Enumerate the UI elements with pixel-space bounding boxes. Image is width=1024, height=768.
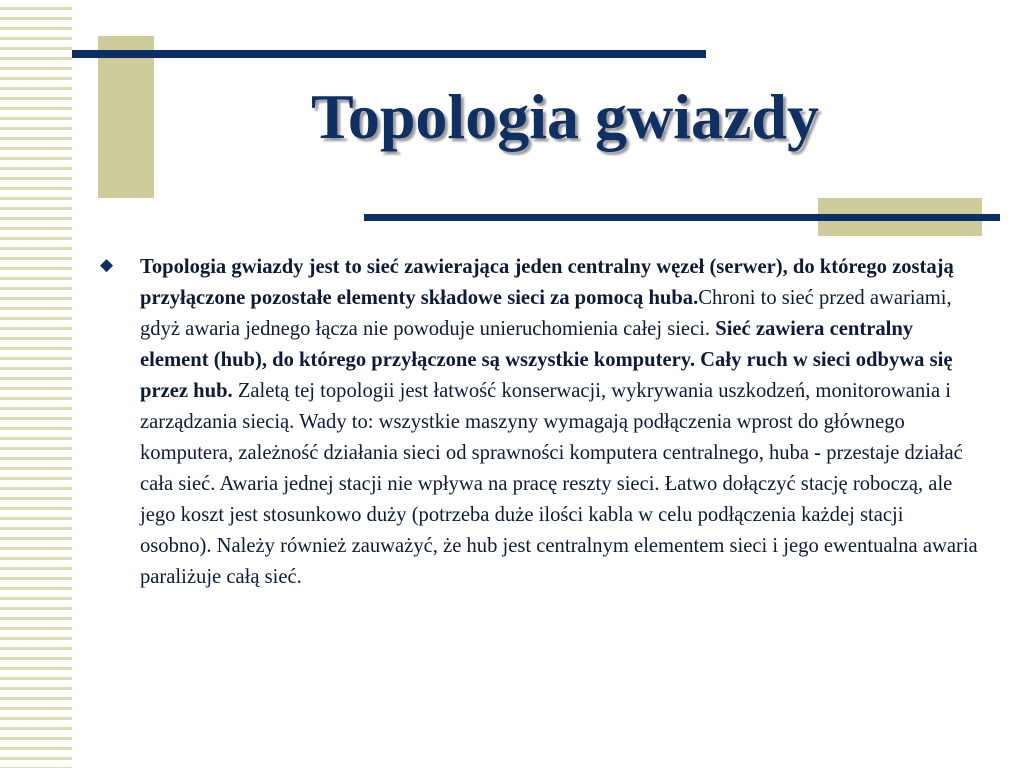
khaki-block-top — [98, 36, 154, 198]
striped-border — [0, 0, 72, 768]
slide-content — [100, 252, 980, 593]
text-segment: Zaletą tej topologii jest łatwość konserwacji, wykrywania uszkodzeń, monitorowania i zarządzania siecią. Wady to: wszystkie maszyny wymagają podłączenia wprost do głównego komputera, zależność działania sieci od sprawności komputera centralnego, huba - przestaje działać cała sieć. Awaria jednej stacji nie wpływa na pracę reszty sieci. Łatwo dołączyć stację roboczą, ale jego koszt jest stosunkowo duży (potrzeba duże ilości kabla w celu podłączenia każdej stacji osobno). Należy również zauważyć, że hub jest centralnym elementem sieci i jego ewentualna awaria paraliżuje całą sieć. — [140, 380, 978, 588]
slide-title: Topologia gwiazdy — [311, 81, 819, 152]
bold-segment: Sieć zawiera centralny element (hub), do którego przyłączone są wszystkie komputery. Cały ruch w sieci odbywa się przez hub. — [140, 318, 953, 402]
bullet-paragraph — [140, 252, 980, 593]
navy-rule-bottom — [364, 214, 1000, 221]
diamond-bullet-icon: ◆ — [100, 255, 114, 274]
navy-rule-top — [72, 50, 706, 58]
bold-segment: Topologia gwiazdy jest to sieć zawierająca jeden centralny węzeł (serwer), do którego zostają przyłączone pozostałe elementy składowe sieci za pomocą huba. — [140, 256, 954, 309]
text-segment: Chroni to sieć przed awariami, gdyż awaria jednego łącza nie powoduje unieruchomienia całej sieci. — [140, 287, 952, 340]
